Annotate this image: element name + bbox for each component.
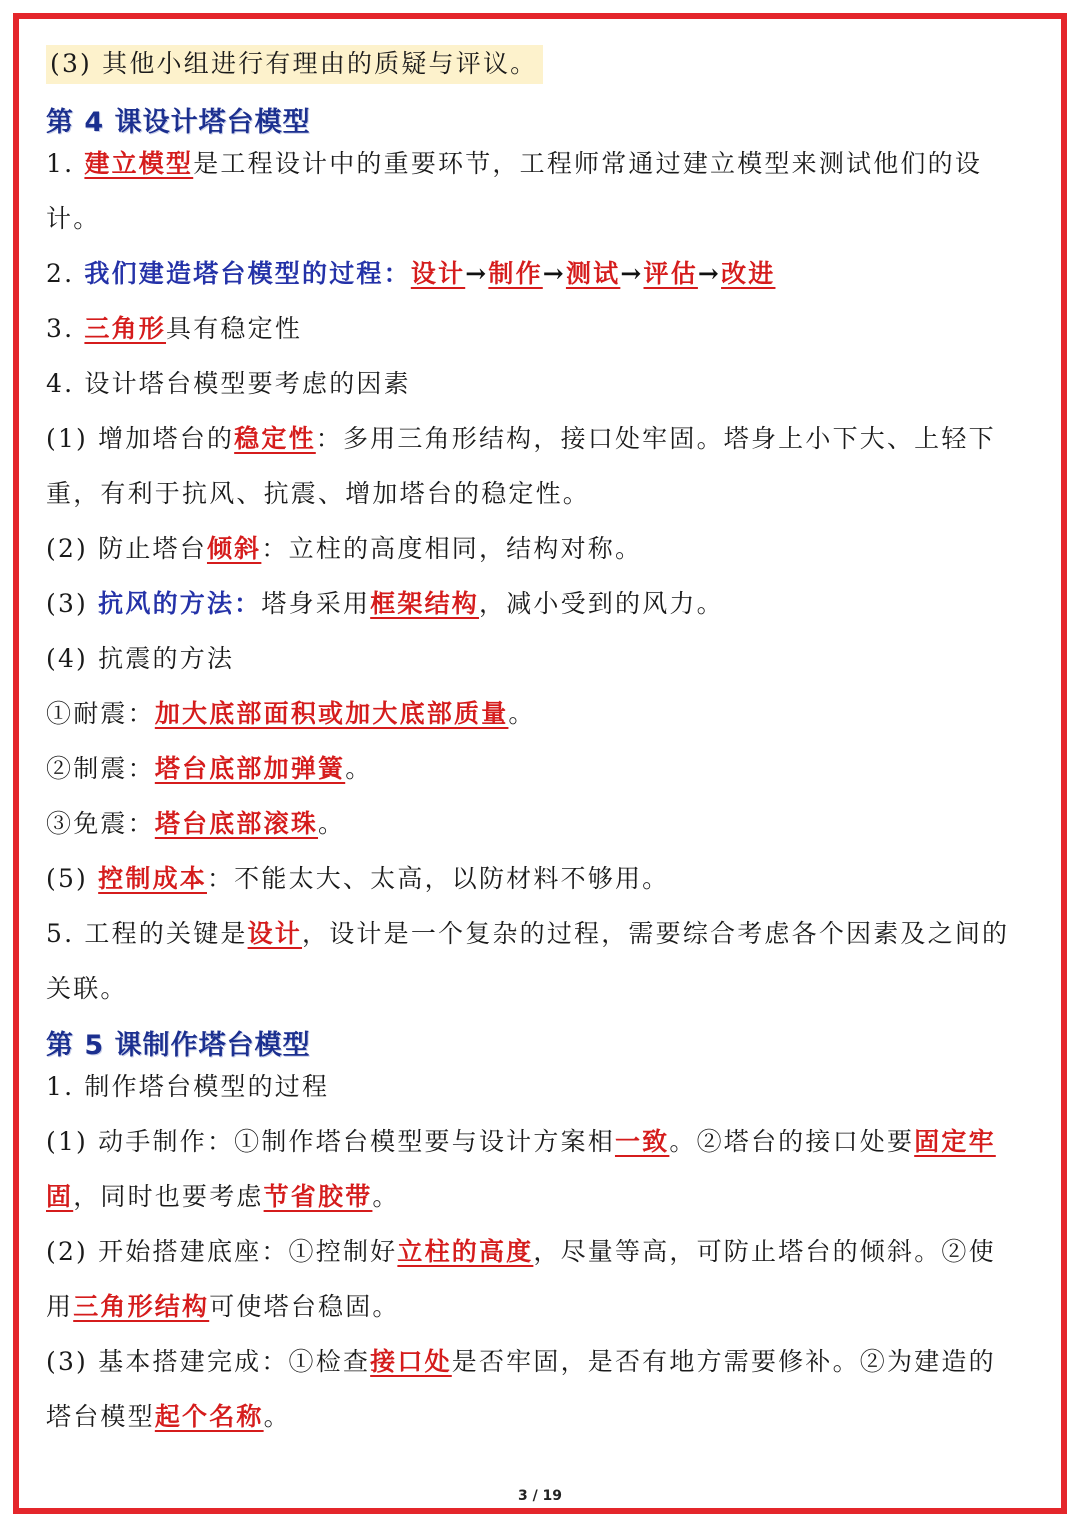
item-text: 。: [372, 1182, 400, 1211]
item-number: (5): [46, 864, 99, 893]
item-text: 是否牢固，是否有地方需要修补。②为建造的: [451, 1347, 996, 1376]
item-text: 具有稳定性: [166, 314, 303, 343]
item-text: ，同时也要考虑: [73, 1182, 264, 1211]
keyword: 加大底部面积或加大底部质量: [154, 699, 509, 728]
l5-step2-line2: [46, 1289, 400, 1325]
l5-step1-line2: [46, 1179, 400, 1215]
arrow-icon: →: [697, 259, 722, 288]
item-text: (2) 防止塔台: [46, 534, 207, 563]
keyword: 三角形: [84, 314, 167, 343]
item-text: (3) 基本搭建完成：①检查: [46, 1347, 371, 1376]
arrow-icon: →: [620, 259, 644, 288]
l4-item5-line2: 关联。: [46, 974, 128, 1003]
keyword: 塔台底部滚珠: [154, 809, 319, 838]
method-lead: 抗风的方法：: [98, 589, 262, 618]
item-text: ，设计是一个复杂的过程，需要综合考虑各个因素及之间的: [302, 919, 1010, 948]
l5-step3-line2: [46, 1399, 291, 1435]
l5-step2-line1: [46, 1234, 996, 1270]
page-number: 3 / 19: [517, 1488, 563, 1504]
keyword: 固定牢: [914, 1127, 996, 1156]
keyword: 立柱的高度: [397, 1237, 534, 1266]
l4-item4: 4. 设计塔台模型要考虑的因素: [46, 369, 411, 398]
item-text: ：多用三角形结构，接口处牢固。塔身上小下大、上轻下: [315, 424, 996, 453]
item-number: (3): [46, 589, 99, 618]
item-text: 塔身采用: [261, 589, 371, 618]
keyword: 起个名称: [154, 1402, 264, 1431]
item-text: ③免震：: [46, 809, 155, 838]
item-text: ①耐震：: [46, 699, 155, 728]
keyword: 设计: [247, 919, 303, 948]
l4-item5-line1: [46, 916, 1009, 952]
item-text: (1) 动手制作：①制作塔台模型要与设计方案相: [46, 1127, 615, 1156]
keyword: 三角形结构: [73, 1292, 210, 1321]
l4-factor1-line2: 重，有利于抗风、抗震、增加塔台的稳定性。: [46, 479, 591, 508]
item-text: (1) 增加塔台的: [46, 424, 235, 453]
item-text: 。: [263, 1402, 291, 1431]
l4-factor4: (4) 抗震的方法: [46, 644, 235, 673]
lesson4-title: 第 4 课设计塔台模型: [46, 107, 311, 138]
quake-method-2: [46, 751, 372, 787]
quake-method-1: [46, 696, 536, 732]
top-note: [46, 46, 543, 82]
lesson5-title: 第 5 课制作塔台模型: [46, 1030, 311, 1061]
keyword: 倾斜: [206, 534, 262, 563]
keyword: 节省胶带: [263, 1182, 373, 1211]
keyword: 接口处: [370, 1347, 452, 1376]
process-lead: 我们建造塔台模型的过程：: [84, 259, 411, 288]
keyword: 建立模型: [84, 149, 194, 178]
keyword: 控制成本: [98, 864, 207, 893]
keyword: 框架结构: [370, 589, 479, 618]
l4-factor5: [46, 861, 669, 897]
item-text: ，尽量等高，可防止塔台的倾斜。②使: [533, 1237, 996, 1266]
keyword: 一致: [614, 1127, 670, 1156]
step-test: 测试: [565, 259, 621, 288]
keyword: 稳定性: [234, 424, 316, 453]
l5-step3-line1: [46, 1344, 996, 1380]
l5-item1: 1. 制作塔台模型的过程: [46, 1072, 330, 1101]
item-text: (2) 开始搭建底座：①控制好: [46, 1237, 398, 1266]
l4-item1-line2: 计。: [46, 204, 101, 233]
item-text: ②制震：: [46, 754, 155, 783]
arrow-icon: →: [465, 259, 489, 288]
item-text: 可使塔台稳固。: [209, 1292, 400, 1321]
keyword: 固: [46, 1182, 74, 1211]
item-text: 。: [318, 809, 346, 838]
l4-item2: [46, 256, 775, 292]
item-text: ，减小受到的风力。: [479, 589, 724, 618]
item-text: ：立柱的高度相同，结构对称。: [261, 534, 643, 563]
l4-item3: [46, 311, 302, 347]
l5-step1-line1: [46, 1124, 996, 1160]
item-number: 1.: [46, 149, 85, 178]
arrow-icon: →: [542, 259, 566, 288]
item-text: 塔台模型: [46, 1402, 155, 1431]
item-text: 。②塔台的接口处要: [669, 1127, 915, 1156]
l4-item1-line1: [46, 146, 982, 182]
item-number: 3.: [46, 314, 85, 343]
item-number: 2.: [46, 259, 85, 288]
step-evaluate: 评估: [643, 259, 698, 288]
item-text: 用: [46, 1292, 74, 1321]
step-improve: 改进: [721, 259, 776, 288]
l4-factor2: [46, 531, 642, 567]
item-text: 。: [345, 754, 373, 783]
item-text: 是工程设计中的重要环节，工程师常通过建立模型来测试他们的设: [193, 149, 983, 178]
l4-factor3: [46, 586, 724, 622]
top-note-text: (3) 其他小组进行有理由的质疑与评议。: [46, 45, 543, 84]
item-text: 。: [508, 699, 536, 728]
item-text: ：不能太大、太高，以防材料不够用。: [206, 864, 670, 893]
quake-method-3: [46, 806, 345, 842]
step-design: 设计: [410, 259, 466, 288]
keyword: 塔台底部加弹簧: [154, 754, 346, 783]
l4-factor1-line1: [46, 421, 996, 457]
step-make: 制作: [488, 259, 543, 288]
item-text: 5. 工程的关键是: [46, 919, 248, 948]
